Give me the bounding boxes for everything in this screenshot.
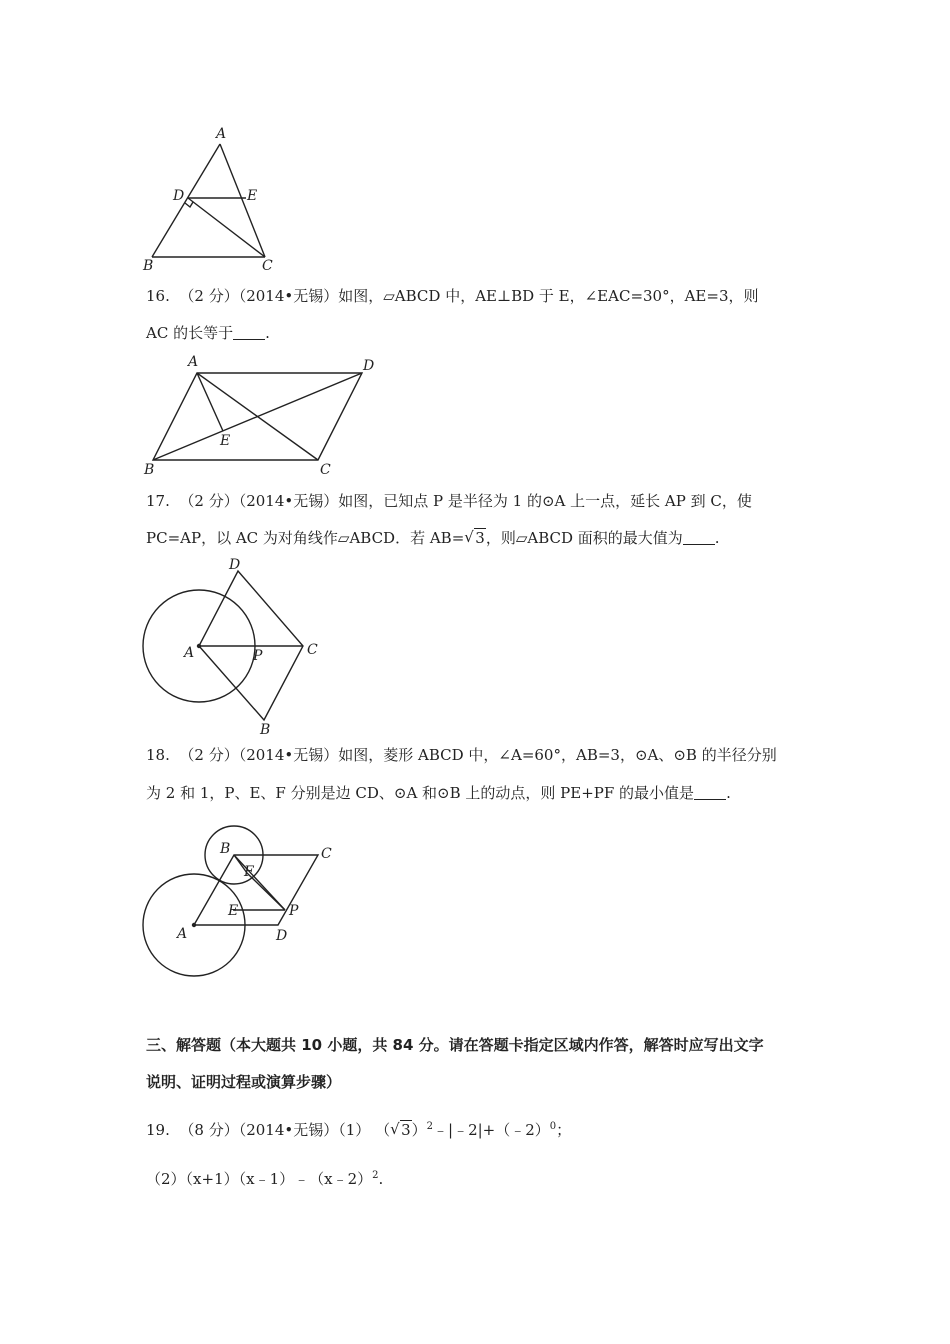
fig16-label-d: D	[363, 358, 375, 374]
fig18-label-a: A	[177, 926, 188, 942]
q17-source: （2014•无锡）	[238, 492, 339, 510]
q17-number: 17.	[146, 492, 170, 510]
fig16-label-a: A	[188, 354, 199, 370]
q19-sqrt-value: 3	[401, 1121, 411, 1139]
q19-part2-end: .	[378, 1170, 384, 1188]
q19-part1-label: （1）	[338, 1121, 371, 1139]
q16-line1	[146, 286, 759, 306]
fig18-label-c: C	[321, 846, 332, 862]
q19-sqrt: √ 3	[390, 1120, 411, 1139]
q19-exp1: 2	[426, 1121, 434, 1132]
q19-number: 19.	[146, 1121, 170, 1139]
figure-17-circle	[140, 556, 340, 736]
figure-15-triangle	[140, 120, 290, 275]
q18-answer-blank[interactable]	[694, 785, 726, 800]
q18-number: 18.	[146, 746, 170, 764]
q17-sqrt-value: 3	[475, 529, 485, 547]
fig18-label-p: P	[289, 903, 299, 919]
figure-18-svg	[140, 820, 350, 985]
q17-answer-blank[interactable]	[683, 530, 715, 545]
q19-part1-rest: ﹣|﹣2|+（﹣2）	[433, 1121, 550, 1139]
q18-text1: 如图，菱形 ABCD 中，∠A=60°，AB=3，⊙A、⊙B 的半径分别	[338, 746, 777, 764]
q16-text1: 如图，▱ABCD 中，AE⊥BD 于 E，∠EAC=30°，AE=3，则	[338, 287, 759, 305]
fig18-label-e: E	[228, 903, 239, 919]
q19-part2-exp: 2	[372, 1170, 379, 1181]
q17-text2a: PC=AP，以 AC 为对角线作▱ABCD．若 AB=	[146, 529, 465, 547]
fig16-label-c: C	[320, 462, 331, 478]
q16-source: （2014•无锡）	[238, 287, 339, 305]
q19-part2: （2）（x+1）（x﹣1）﹣（x﹣2）	[146, 1170, 373, 1188]
fig16-label-b: B	[144, 462, 155, 478]
figure-18-rhombus	[140, 820, 350, 985]
q17-end: .	[714, 529, 720, 547]
figure-16-parallelogram	[140, 352, 390, 477]
figure-16-svg	[140, 352, 390, 477]
fig17-label-b: B	[260, 722, 271, 738]
q19-line2	[146, 1166, 383, 1189]
q16-text2: AC 的长等于	[146, 324, 234, 342]
q16-line2	[146, 323, 270, 343]
q17-line1	[146, 491, 752, 511]
q17-sqrt: √ 3	[464, 528, 485, 547]
fig15-label-a: A	[216, 126, 227, 142]
fig16-label-e: E	[220, 433, 231, 449]
figure-17-svg	[140, 556, 340, 736]
q18-source: （2014•无锡）	[238, 746, 339, 764]
fig17-label-c: C	[307, 642, 318, 658]
q19-line1: 19. （8 分）（2014•无锡）（1） （ √ 3）$^2$﹣|﹣2|+（﹣2）$^0$；	[146, 1120, 572, 1139]
figure-15-svg	[140, 120, 290, 275]
fig17-label-p: P	[253, 648, 263, 664]
q18-end: .	[726, 784, 731, 802]
fig18-label-f: F	[244, 864, 254, 880]
fig15-label-b: B	[143, 258, 154, 274]
q16-answer-blank[interactable]	[233, 325, 265, 340]
q17-text1: 如图，已知点 P 是半径为 1 的⊙A 上一点，延长 AP 到 C，使	[338, 492, 752, 510]
q16-number: 16.	[146, 287, 170, 305]
fig18-label-d: D	[276, 928, 288, 944]
q19-part1-end: ；	[556, 1121, 572, 1139]
q17-score: （2 分）	[179, 492, 239, 510]
q19-source: （2014•无锡）	[238, 1121, 339, 1139]
q18-text2: 为 2 和 1，P、E、F 分别是边 CD、⊙A 和⊙B 上的动点，则 PE+PF 的最小值是	[146, 784, 695, 802]
fig15-label-e: E	[247, 188, 258, 204]
fig15-label-c: C	[262, 258, 273, 274]
q18-score: （2 分）	[179, 746, 239, 764]
q16-score: （2 分）	[179, 287, 239, 305]
q17-line2	[146, 528, 720, 548]
fig17-label-a: A	[184, 645, 195, 661]
q19-exp2: 0	[549, 1121, 557, 1132]
section3-heading-line1: 三、解答题（本大题共 10 小题，共 84 分。请在答题卡指定区域内作答，解答时应写出文字	[146, 1036, 764, 1054]
q18-line2	[146, 783, 731, 803]
section3-heading-line2: 说明、证明过程或演算步骤）	[146, 1073, 342, 1091]
fig18-label-b: B	[220, 841, 231, 857]
q18-line1	[146, 745, 777, 765]
q19-score: （8 分）	[179, 1121, 239, 1139]
q17-text2b: ，则▱ABCD 面积的最大值为	[485, 529, 683, 547]
fig15-label-d: D	[173, 188, 185, 204]
fig17-label-d: D	[229, 557, 241, 573]
q16-end: .	[265, 324, 270, 342]
